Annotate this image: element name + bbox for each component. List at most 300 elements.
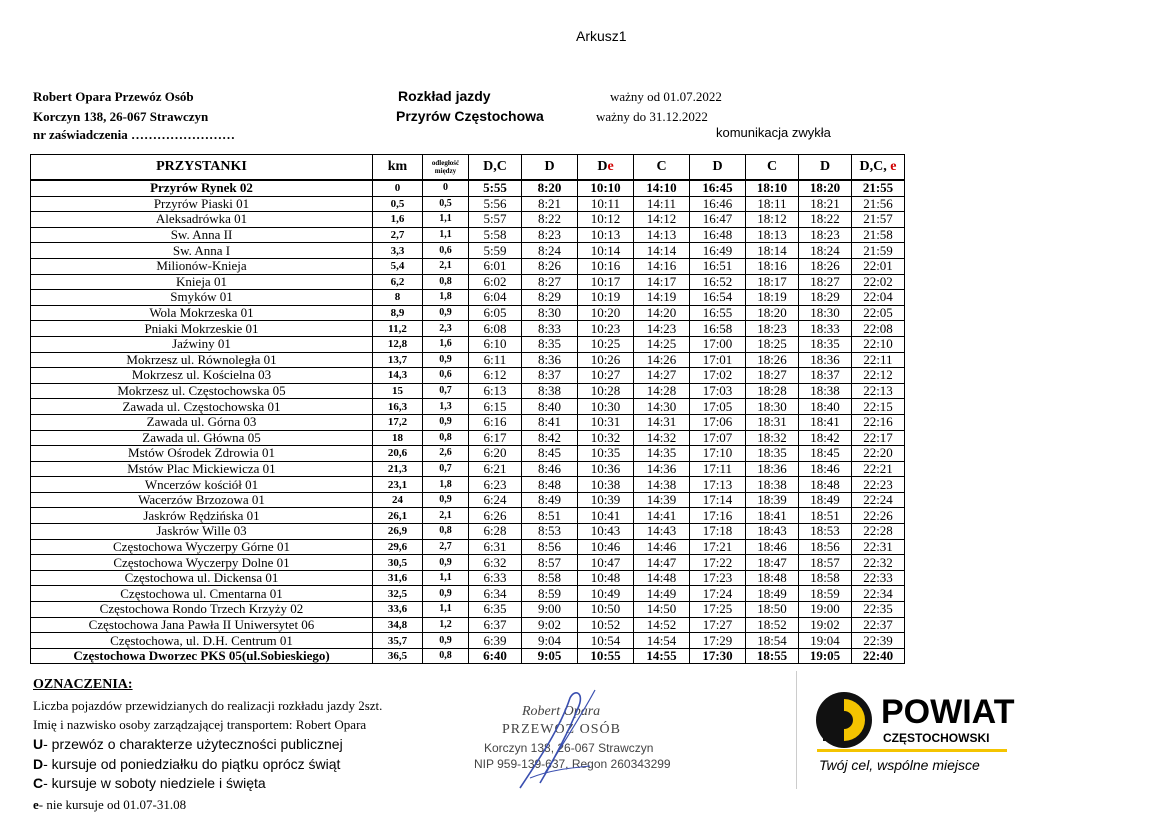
stop-name: Jaskrów Wille 03 xyxy=(31,524,373,540)
departure-time: 16:52 xyxy=(690,274,746,290)
stop-name: Jaźwiny 01 xyxy=(31,336,373,352)
table-row xyxy=(31,212,905,228)
service-type: komunikacja zwykła xyxy=(716,125,831,140)
departure-time: 18:23 xyxy=(799,227,852,243)
departure-time: 10:12 xyxy=(578,212,634,228)
departure-time: 14:55 xyxy=(634,648,690,664)
departure-time: 6:32 xyxy=(469,555,522,571)
valid-to: ważny do 31.12.2022 xyxy=(596,109,708,124)
departure-time: 8:37 xyxy=(522,368,578,384)
km-value: 18 xyxy=(373,430,423,446)
col-course-7: D xyxy=(799,155,852,181)
table-row xyxy=(31,633,905,649)
table-row xyxy=(31,368,905,384)
departure-time: 5:58 xyxy=(469,227,522,243)
distance-value: 1,1 xyxy=(423,602,469,618)
departure-time: 14:14 xyxy=(634,243,690,259)
km-value: 17,2 xyxy=(373,414,423,430)
departure-time: 17:05 xyxy=(690,399,746,415)
departure-time: 17:23 xyxy=(690,570,746,586)
departure-time: 10:30 xyxy=(578,399,634,415)
legend-c xyxy=(33,775,266,791)
departure-time: 18:22 xyxy=(799,212,852,228)
departure-time: 18:10 xyxy=(746,180,799,196)
departure-time: 17:30 xyxy=(690,648,746,664)
departure-time: 22:40 xyxy=(852,648,905,664)
departure-time: 22:37 xyxy=(852,617,905,633)
departure-time: 8:42 xyxy=(522,430,578,446)
departure-time: 10:25 xyxy=(578,336,634,352)
departure-time: 8:53 xyxy=(522,524,578,540)
departure-time: 18:49 xyxy=(799,492,852,508)
departure-time: 18:38 xyxy=(799,383,852,399)
departure-time: 18:46 xyxy=(799,461,852,477)
departure-time: 14:47 xyxy=(634,555,690,571)
departure-time: 6:02 xyxy=(469,274,522,290)
departure-time: 10:41 xyxy=(578,508,634,524)
departure-time: 10:48 xyxy=(578,570,634,586)
departure-time: 18:58 xyxy=(799,570,852,586)
departure-time: 22:35 xyxy=(852,602,905,618)
stop-name: Częstochowa ul. Dickensa 01 xyxy=(31,570,373,586)
departure-time: 14:32 xyxy=(634,430,690,446)
stop-name: Smyków 01 xyxy=(31,290,373,306)
departure-time: 6:31 xyxy=(469,539,522,555)
departure-time: 6:23 xyxy=(469,477,522,493)
departure-time: 18:14 xyxy=(746,243,799,259)
departure-time: 18:43 xyxy=(746,524,799,540)
distance-value: 0,9 xyxy=(423,633,469,649)
distance-value: 1,3 xyxy=(423,399,469,415)
distance-value: 0,9 xyxy=(423,414,469,430)
table-row xyxy=(31,305,905,321)
departure-time: 10:36 xyxy=(578,461,634,477)
departure-time: 8:23 xyxy=(522,227,578,243)
departure-time: 18:28 xyxy=(746,383,799,399)
distance-value: 0,6 xyxy=(423,368,469,384)
distance-value: 0,9 xyxy=(423,555,469,571)
departure-time: 22:17 xyxy=(852,430,905,446)
table-row xyxy=(31,243,905,259)
legend-c-key: C xyxy=(33,775,44,791)
stamp-owner: Robert Opara xyxy=(522,704,601,719)
departure-time: 6:39 xyxy=(469,633,522,649)
distance-value: 0,9 xyxy=(423,305,469,321)
logo-sub: CZĘSTOCHOWSKI xyxy=(883,731,990,745)
departure-time: 18:20 xyxy=(799,180,852,196)
legend-c-text: - kursuje w soboty niedziele i święta xyxy=(43,775,266,791)
departure-time: 14:25 xyxy=(634,336,690,352)
certificate-number: nr zaświadczenia …………………… xyxy=(33,127,235,142)
col-course-3-mark: e xyxy=(607,159,614,174)
departure-time: 14:36 xyxy=(634,461,690,477)
departure-time: 18:45 xyxy=(799,446,852,462)
logo-underline xyxy=(817,749,1007,752)
km-value: 2,7 xyxy=(373,227,423,243)
legend-d-text: - kursuje od poniedziałku do piątku oprócz świąt xyxy=(43,756,341,772)
departure-time: 6:24 xyxy=(469,492,522,508)
km-value: 3,3 xyxy=(373,243,423,259)
legend-d-key: D xyxy=(33,756,44,772)
departure-time: 6:16 xyxy=(469,414,522,430)
km-value: 21,3 xyxy=(373,461,423,477)
departure-time: 10:43 xyxy=(578,524,634,540)
departure-time: 18:25 xyxy=(746,336,799,352)
departure-time: 22:12 xyxy=(852,368,905,384)
departure-time: 17:01 xyxy=(690,352,746,368)
col-course-8 xyxy=(852,155,905,181)
departure-time: 10:28 xyxy=(578,383,634,399)
departure-time: 6:01 xyxy=(469,258,522,274)
departure-time: 22:31 xyxy=(852,539,905,555)
departure-time: 10:10 xyxy=(578,180,634,196)
departure-time: 19:00 xyxy=(799,602,852,618)
stop-name: Zawada ul. Górna 03 xyxy=(31,414,373,430)
table-row xyxy=(31,461,905,477)
departure-time: 6:15 xyxy=(469,399,522,415)
table-row xyxy=(31,336,905,352)
departure-time: 5:59 xyxy=(469,243,522,259)
departure-time: 22:13 xyxy=(852,383,905,399)
departure-time: 14:43 xyxy=(634,524,690,540)
departure-time: 8:33 xyxy=(522,321,578,337)
table-row xyxy=(31,648,905,664)
departure-time: 10:47 xyxy=(578,555,634,571)
km-value: 30,5 xyxy=(373,555,423,571)
departure-time: 8:20 xyxy=(522,180,578,196)
table-row xyxy=(31,196,905,212)
departure-time: 18:32 xyxy=(746,430,799,446)
stop-name: Częstochowa Wyczerpy Górne 01 xyxy=(31,539,373,555)
distance-value: 0,6 xyxy=(423,243,469,259)
departure-time: 18:38 xyxy=(746,477,799,493)
departure-time: 10:17 xyxy=(578,274,634,290)
departure-time: 18:26 xyxy=(746,352,799,368)
departure-time: 6:40 xyxy=(469,648,522,664)
departure-time: 18:48 xyxy=(799,477,852,493)
legend-d xyxy=(33,756,340,772)
departure-time: 17:13 xyxy=(690,477,746,493)
km-value: 33,6 xyxy=(373,602,423,618)
departure-time: 22:21 xyxy=(852,461,905,477)
departure-time: 8:59 xyxy=(522,586,578,602)
departure-time: 18:54 xyxy=(746,633,799,649)
departure-time: 21:58 xyxy=(852,227,905,243)
departure-time: 6:17 xyxy=(469,430,522,446)
stop-name: Częstochowa Jana Pawła II Uniwersytet 06 xyxy=(31,617,373,633)
departure-time: 16:48 xyxy=(690,227,746,243)
stop-name: Sw. Anna II xyxy=(31,227,373,243)
departure-time: 10:31 xyxy=(578,414,634,430)
stop-name: Częstochowa Wyczerpy Dolne 01 xyxy=(31,555,373,571)
departure-time: 18:42 xyxy=(799,430,852,446)
col-course-2: D xyxy=(522,155,578,181)
departure-time: 18:13 xyxy=(746,227,799,243)
col-course-5: D xyxy=(690,155,746,181)
km-value: 0 xyxy=(373,180,423,196)
departure-time: 18:39 xyxy=(746,492,799,508)
departure-time: 6:05 xyxy=(469,305,522,321)
stop-name: Wacerzów Brzozowa 01 xyxy=(31,492,373,508)
departure-time: 18:30 xyxy=(799,305,852,321)
departure-time: 22:26 xyxy=(852,508,905,524)
col-course-8-mark: e xyxy=(890,159,897,174)
departure-time: 18:41 xyxy=(746,508,799,524)
distance-value: 1,1 xyxy=(423,212,469,228)
departure-time: 17:00 xyxy=(690,336,746,352)
distance-value: 2,1 xyxy=(423,258,469,274)
stop-name: Knieja 01 xyxy=(31,274,373,290)
km-value: 15 xyxy=(373,383,423,399)
departure-time: 10:55 xyxy=(578,648,634,664)
table-row xyxy=(31,258,905,274)
departure-time: 9:02 xyxy=(522,617,578,633)
distance-value: 2,1 xyxy=(423,508,469,524)
departure-time: 10:16 xyxy=(578,258,634,274)
departure-time: 18:24 xyxy=(799,243,852,259)
departure-time: 8:38 xyxy=(522,383,578,399)
departure-time: 22:08 xyxy=(852,321,905,337)
table-row xyxy=(31,586,905,602)
stop-name: Mstów Plac Mickiewicza 01 xyxy=(31,461,373,477)
km-value: 0,5 xyxy=(373,196,423,212)
departure-time: 14:48 xyxy=(634,570,690,586)
departure-time: 8:51 xyxy=(522,508,578,524)
departure-time: 17:22 xyxy=(690,555,746,571)
departure-time: 18:35 xyxy=(746,446,799,462)
legend-title: OZNACZENIA: xyxy=(33,677,133,692)
distance-value: 2,3 xyxy=(423,321,469,337)
departure-time: 14:27 xyxy=(634,368,690,384)
col-km: km xyxy=(373,155,423,181)
stop-name: Częstochowa Dworzec PKS 05(ul.Sobieskiego) xyxy=(31,648,373,664)
departure-time: 14:54 xyxy=(634,633,690,649)
logo-name: POWIAT xyxy=(881,693,1015,731)
distance-value: 0,5 xyxy=(423,196,469,212)
km-value: 29,6 xyxy=(373,539,423,555)
distance-value: 2,7 xyxy=(423,539,469,555)
departure-time: 16:49 xyxy=(690,243,746,259)
departure-time: 18:55 xyxy=(746,648,799,664)
departure-time: 17:16 xyxy=(690,508,746,524)
departure-time: 18:36 xyxy=(746,461,799,477)
departure-time: 16:47 xyxy=(690,212,746,228)
stamp-company: PRZEWÓZ OSÓB xyxy=(502,722,621,737)
km-value: 35,7 xyxy=(373,633,423,649)
departure-time: 14:11 xyxy=(634,196,690,212)
company-name: Robert Opara Przewóz Osób xyxy=(33,89,194,104)
departure-time: 10:35 xyxy=(578,446,634,462)
departure-time: 17:29 xyxy=(690,633,746,649)
departure-time: 10:11 xyxy=(578,196,634,212)
timetable xyxy=(30,154,905,664)
departure-time: 18:56 xyxy=(799,539,852,555)
departure-time: 8:35 xyxy=(522,336,578,352)
departure-time: 22:15 xyxy=(852,399,905,415)
departure-time: 18:36 xyxy=(799,352,852,368)
departure-time: 8:22 xyxy=(522,212,578,228)
departure-time: 17:10 xyxy=(690,446,746,462)
distance-value: 0,7 xyxy=(423,461,469,477)
departure-time: 18:23 xyxy=(746,321,799,337)
departure-time: 17:18 xyxy=(690,524,746,540)
departure-time: 5:57 xyxy=(469,212,522,228)
table-row xyxy=(31,477,905,493)
km-value: 26,1 xyxy=(373,508,423,524)
departure-time: 16:45 xyxy=(690,180,746,196)
departure-time: 6:04 xyxy=(469,290,522,306)
stop-name: Częstochowa Rondo Trzech Krzyży 02 xyxy=(31,602,373,618)
departure-time: 10:32 xyxy=(578,430,634,446)
departure-time: 21:56 xyxy=(852,196,905,212)
departure-time: 8:27 xyxy=(522,274,578,290)
departure-time: 18:57 xyxy=(799,555,852,571)
departure-time: 19:02 xyxy=(799,617,852,633)
departure-time: 14:38 xyxy=(634,477,690,493)
departure-time: 14:30 xyxy=(634,399,690,415)
stop-name: Milionów-Knieja xyxy=(31,258,373,274)
departure-time: 17:27 xyxy=(690,617,746,633)
departure-time: 18:50 xyxy=(746,602,799,618)
table-row xyxy=(31,180,905,196)
departure-time: 18:35 xyxy=(799,336,852,352)
stop-name: Mstów Ośrodek Zdrowia 01 xyxy=(31,446,373,462)
departure-time: 18:40 xyxy=(799,399,852,415)
departure-time: 8:24 xyxy=(522,243,578,259)
stop-name: Mokrzesz ul. Równoległa 01 xyxy=(31,352,373,368)
departure-time: 8:57 xyxy=(522,555,578,571)
departure-time: 6:35 xyxy=(469,602,522,618)
distance-value: 0,8 xyxy=(423,430,469,446)
departure-time: 6:10 xyxy=(469,336,522,352)
departure-time: 14:41 xyxy=(634,508,690,524)
stop-name: Wola Mokrzeska 01 xyxy=(31,305,373,321)
departure-time: 18:30 xyxy=(746,399,799,415)
departure-time: 10:52 xyxy=(578,617,634,633)
departure-time: 14:12 xyxy=(634,212,690,228)
departure-time: 8:21 xyxy=(522,196,578,212)
departure-time: 14:35 xyxy=(634,446,690,462)
departure-time: 8:46 xyxy=(522,461,578,477)
departure-time: 19:04 xyxy=(799,633,852,649)
departure-time: 16:54 xyxy=(690,290,746,306)
stop-name: Częstochowa ul. Cmentarna 01 xyxy=(31,586,373,602)
departure-time: 22:34 xyxy=(852,586,905,602)
departure-time: 6:21 xyxy=(469,461,522,477)
departure-time: 8:49 xyxy=(522,492,578,508)
km-value: 8 xyxy=(373,290,423,306)
km-value: 1,6 xyxy=(373,212,423,228)
stamp-address: Korczyn 138, 26-067 Strawczyn xyxy=(484,741,654,755)
distance-value: 0,8 xyxy=(423,524,469,540)
stop-name: Mokrzesz ul. Kościelna 03 xyxy=(31,368,373,384)
distance-value: 1,6 xyxy=(423,336,469,352)
company-address: Korczyn 138, 26-067 Strawczyn xyxy=(33,109,209,124)
table-row xyxy=(31,383,905,399)
distance-value: 0,9 xyxy=(423,492,469,508)
stop-name: Mokrzesz ul. Częstochowska 05 xyxy=(31,383,373,399)
km-value: 6,2 xyxy=(373,274,423,290)
departure-time: 18:41 xyxy=(799,414,852,430)
departure-time: 18:11 xyxy=(746,196,799,212)
departure-time: 10:19 xyxy=(578,290,634,306)
departure-time: 10:14 xyxy=(578,243,634,259)
departure-time: 22:04 xyxy=(852,290,905,306)
table-row xyxy=(31,352,905,368)
departure-time: 10:13 xyxy=(578,227,634,243)
departure-time: 8:26 xyxy=(522,258,578,274)
departure-time: 9:00 xyxy=(522,602,578,618)
departure-time: 22:24 xyxy=(852,492,905,508)
departure-time: 10:38 xyxy=(578,477,634,493)
departure-time: 22:02 xyxy=(852,274,905,290)
stop-name: Jaskrów Rędzińska 01 xyxy=(31,508,373,524)
distance-value: 1,8 xyxy=(423,290,469,306)
col-course-4: C xyxy=(634,155,690,181)
legend-e-key: e xyxy=(33,797,39,812)
km-value: 14,3 xyxy=(373,368,423,384)
legend-u-key: U xyxy=(33,736,44,752)
departure-time: 9:05 xyxy=(522,648,578,664)
legend-e xyxy=(33,797,186,813)
distance-value: 0,8 xyxy=(423,648,469,664)
departure-time: 10:27 xyxy=(578,368,634,384)
departure-time: 18:37 xyxy=(799,368,852,384)
table-row xyxy=(31,446,905,462)
departure-time: 10:46 xyxy=(578,539,634,555)
table-row xyxy=(31,617,905,633)
departure-time: 5:56 xyxy=(469,196,522,212)
departure-time: 18:17 xyxy=(746,274,799,290)
departure-time: 14:10 xyxy=(634,180,690,196)
km-value: 32,5 xyxy=(373,586,423,602)
legend-e-text: - nie kursuje od 01.07-31.08 xyxy=(38,797,187,812)
departure-time: 17:14 xyxy=(690,492,746,508)
departure-time: 14:49 xyxy=(634,586,690,602)
logo-tagline: Twój cel, wspólne miejsce xyxy=(819,757,980,773)
departure-time: 18:26 xyxy=(799,258,852,274)
departure-time: 22:16 xyxy=(852,414,905,430)
signature-mark xyxy=(500,678,620,798)
sheet-name: Arkusz1 xyxy=(576,28,627,44)
col-course-6: C xyxy=(746,155,799,181)
departure-time: 6:28 xyxy=(469,524,522,540)
departure-time: 17:24 xyxy=(690,586,746,602)
departure-time: 18:16 xyxy=(746,258,799,274)
departure-time: 10:26 xyxy=(578,352,634,368)
departure-time: 22:11 xyxy=(852,352,905,368)
stop-name: Aleksadrówka 01 xyxy=(31,212,373,228)
departure-time: 10:54 xyxy=(578,633,634,649)
departure-time: 16:58 xyxy=(690,321,746,337)
departure-time: 17:06 xyxy=(690,414,746,430)
departure-time: 18:27 xyxy=(799,274,852,290)
departure-time: 6:13 xyxy=(469,383,522,399)
table-row xyxy=(31,227,905,243)
stop-name: Zawada ul. Główna 05 xyxy=(31,430,373,446)
departure-time: 22:32 xyxy=(852,555,905,571)
departure-time: 6:34 xyxy=(469,586,522,602)
departure-time: 18:46 xyxy=(746,539,799,555)
legend-u xyxy=(33,736,343,752)
legend-manager: Imię i nazwisko osoby zarządzającej transportem: Robert Opara xyxy=(33,717,367,732)
table-row xyxy=(31,539,905,555)
departure-time: 21:59 xyxy=(852,243,905,259)
departure-time: 21:55 xyxy=(852,180,905,196)
departure-time: 14:13 xyxy=(634,227,690,243)
departure-time: 16:51 xyxy=(690,258,746,274)
departure-time: 19:05 xyxy=(799,648,852,664)
